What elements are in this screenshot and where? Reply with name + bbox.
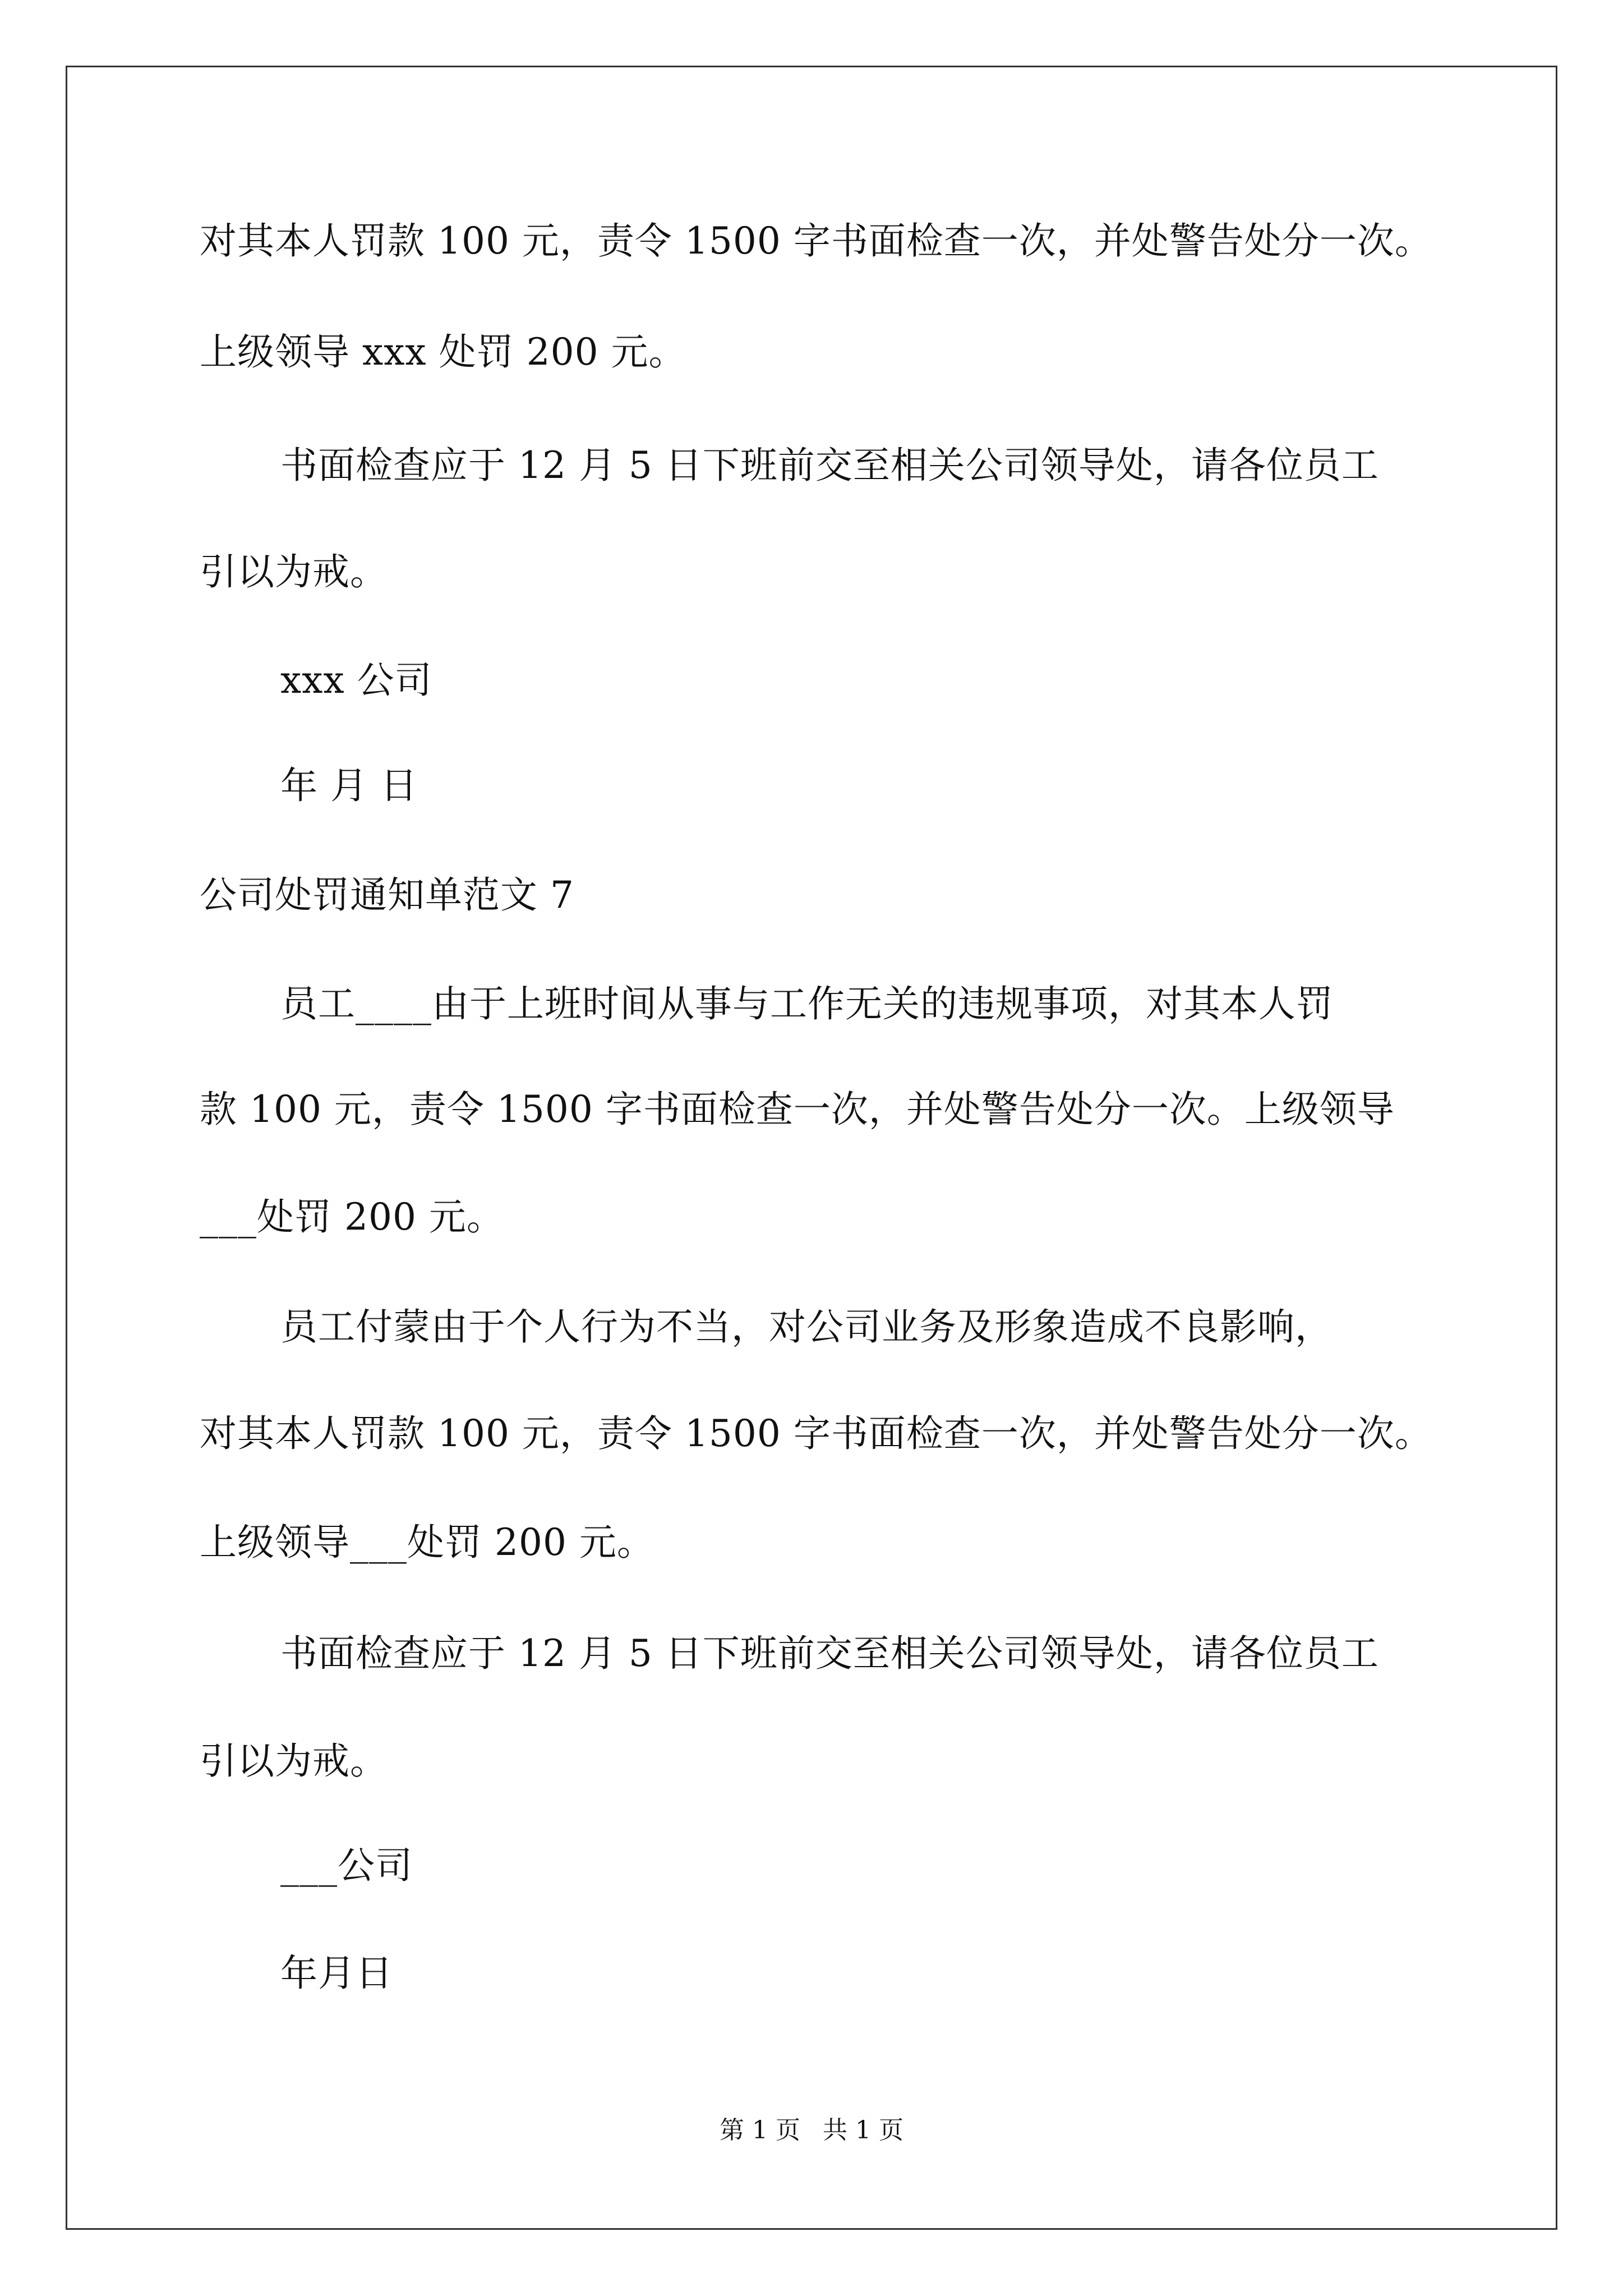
page-frame	[66, 66, 1557, 2230]
body-line: 书面检查应于 12 月 5 日下班前交至相关公司领导处，请各位员工	[280, 1632, 1379, 1675]
page-number-total: 共 1 页	[823, 2116, 903, 2145]
body-line: 上级领导___处罚 200 元。	[200, 1521, 654, 1564]
body-line: 书面检查应于 12 月 5 日下班前交至相关公司领导处，请各位员工	[280, 444, 1379, 487]
body-line: 引以为戒。	[200, 1740, 388, 1783]
body-line: 款 100 元，责令 1500 字书面检查一次，并处警告处分一次。上级领导	[200, 1088, 1395, 1131]
body-line: 对其本人罚款 100 元，责令 1500 字书面检查一次，并处警告处分一次。	[200, 1412, 1432, 1455]
page-number-current: 第 1 页	[720, 2116, 800, 2145]
body-line: 员工____由于上班时间从事与工作无关的违规事项，对其本人罚	[280, 982, 1334, 1025]
body-line: ___处罚 200 元。	[200, 1195, 504, 1239]
signature-company: ___公司	[280, 1844, 413, 1887]
body-line: 引以为戒。	[200, 550, 388, 593]
body-line: 对其本人罚款 100 元，责令 1500 字书面检查一次，并处警告处分一次。	[200, 219, 1432, 263]
body-line: 员工付蒙由于个人行为不当，对公司业务及形象造成不良影响，	[280, 1305, 1332, 1349]
signature-date: 年 月 日	[280, 764, 418, 807]
body-line: 上级领导 xxx 处罚 200 元。	[200, 330, 686, 374]
section-heading: 公司处罚通知单范文 7	[200, 873, 574, 917]
page-footer	[0, 2115, 1623, 2146]
signature-date: 年月日	[280, 1952, 393, 1995]
signature-company: xxx 公司	[280, 659, 432, 702]
